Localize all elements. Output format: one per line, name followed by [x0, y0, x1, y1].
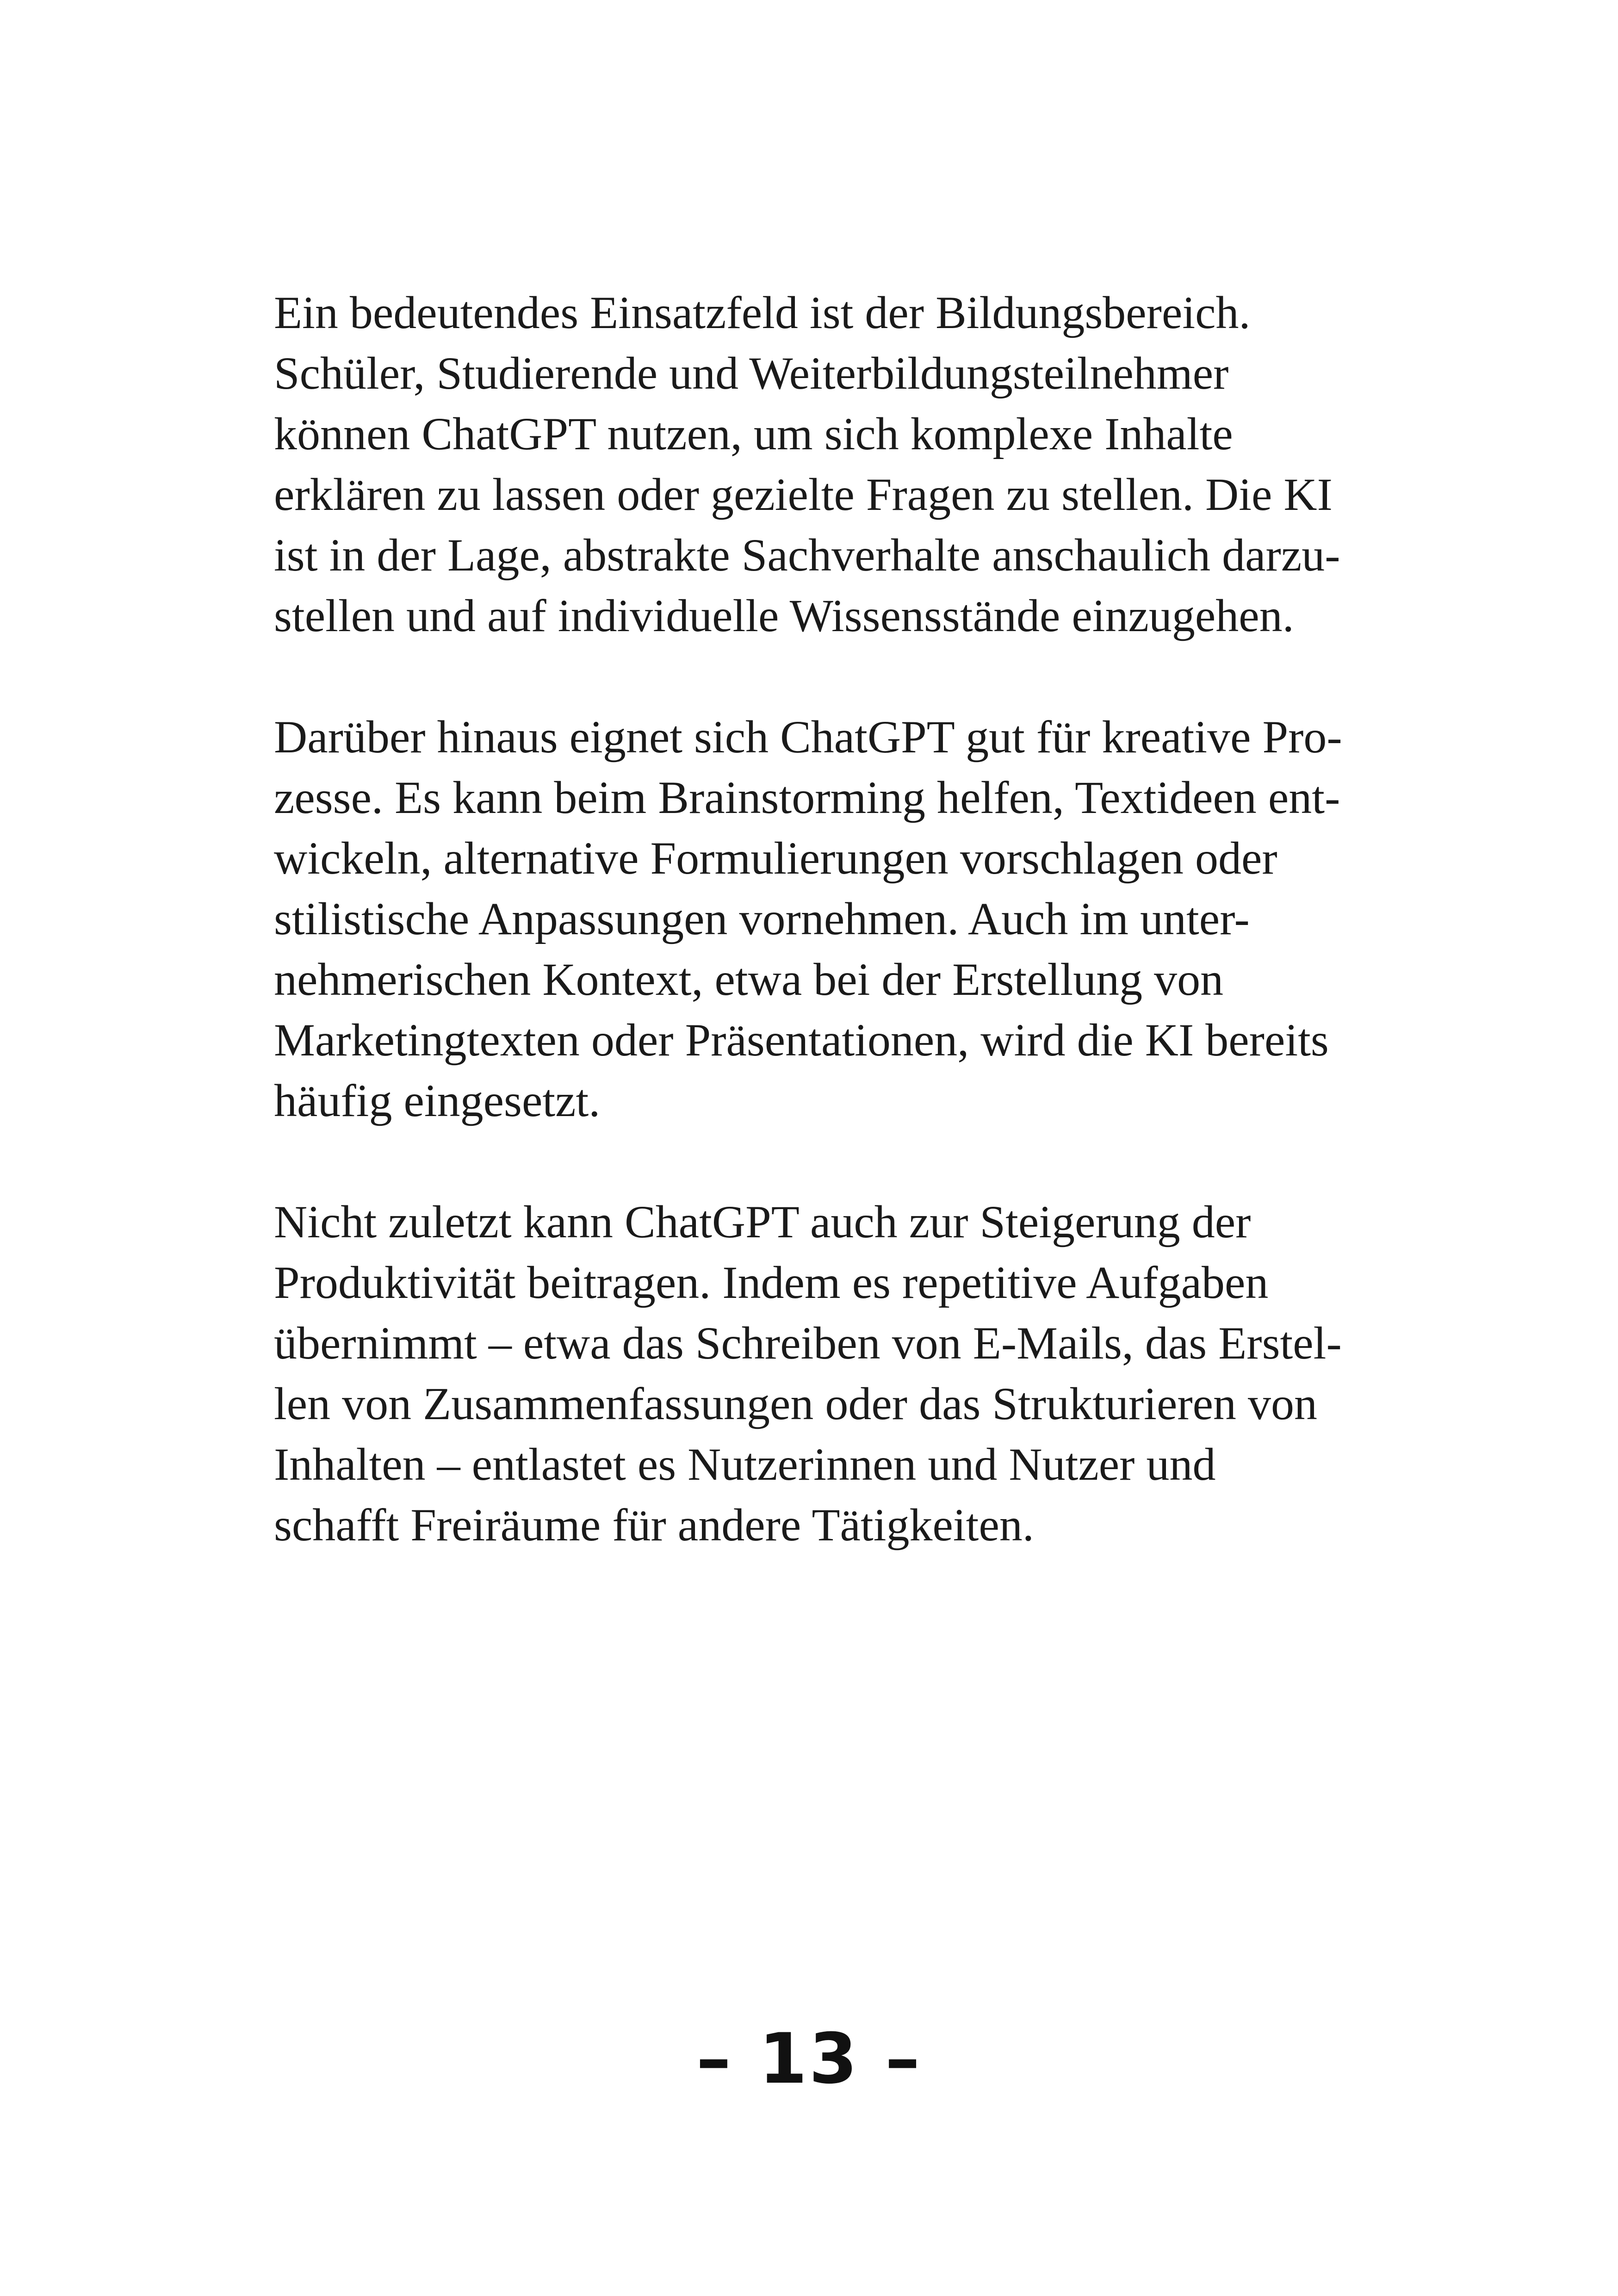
text-line: Inhalten – entlastet es Nutzerinnen und Nutzer und: [274, 1439, 1216, 1490]
paragraph-creativity: [274, 707, 1352, 1131]
text-line: zesse. Es kann beim Brainstorming helfen, Textideen ent-: [274, 772, 1340, 823]
text-line: ist in der Lage, abstrakte Sachverhalte anschaulich darzu-: [274, 529, 1340, 581]
text-line: können ChatGPT nutzen, um sich komplexe Inhalte: [274, 408, 1233, 459]
text-line: erklären zu lassen oder gezielte Fragen zu stellen. Die KI: [274, 469, 1333, 520]
text-line: Nicht zuletzt kann ChatGPT auch zur Steigerung der: [274, 1196, 1251, 1247]
text-line: Schüler, Studierende und Weiterbildungsteilnehmer: [274, 348, 1229, 399]
text-line: Marketingtexten oder Präsentationen, wird die KI bereits: [274, 1014, 1329, 1066]
paragraph-productivity: [274, 1191, 1352, 1555]
paragraph-education: [274, 282, 1352, 646]
text-line: len von Zusammenfassungen oder das Strukturieren von: [274, 1378, 1318, 1429]
text-line: Produktivität beitragen. Indem es repetitive Aufgaben: [274, 1257, 1269, 1308]
text-line: Ein bedeutendes Einsatzfeld ist der Bildungsbereich.: [274, 287, 1251, 338]
text-line: wickeln, alternative Formulierungen vorschlagen oder: [274, 832, 1277, 884]
page-number: – 13 –: [696, 2019, 922, 2099]
text-line: schafft Freiräume für andere Tätigkeiten.: [274, 1499, 1034, 1551]
text-line: häufig eingesetzt.: [274, 1075, 601, 1126]
text-line: Darüber hinaus eignet sich ChatGPT gut für kreative Pro-: [274, 711, 1342, 763]
body-text: [274, 282, 1352, 1616]
text-line: stilistische Anpassungen vornehmen. Auch im unter-: [274, 893, 1250, 944]
text-line: nehmerischen Kontext, etwa bei der Erstellung von: [274, 954, 1224, 1005]
text-line: übernimmt – etwa das Schreiben von E-Mails, das Erstel-: [274, 1317, 1342, 1369]
text-line: stellen und auf individuelle Wissensstände einzugehen.: [274, 590, 1294, 641]
